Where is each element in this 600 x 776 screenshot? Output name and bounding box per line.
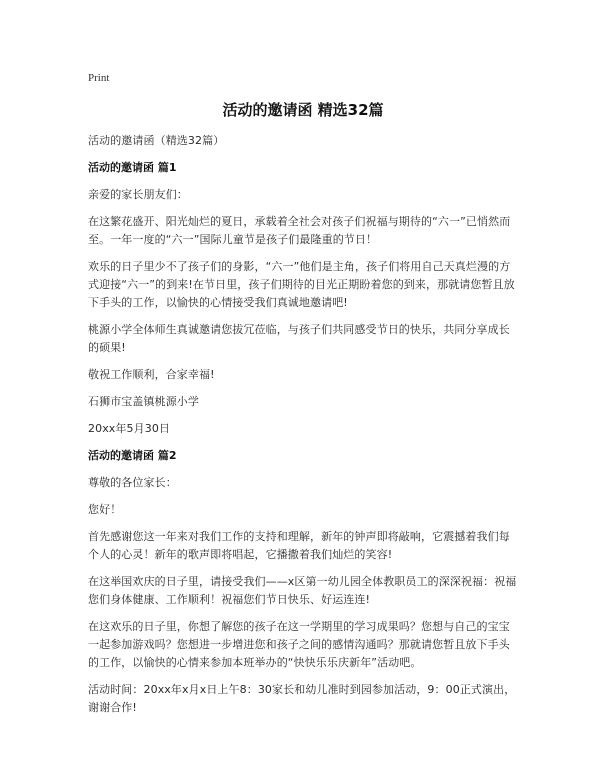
print-label: Print xyxy=(88,72,110,84)
section-heading-1: 活动的邀请函 篇1 xyxy=(88,161,177,174)
paragraph: 在这繁花盛开、阳光灿烂的夏日，承载着全社会对孩子们祝福与期待的“六一”已悄然而至。一年一度的“六一”国际儿童节是孩子们最隆重的节日！ xyxy=(88,215,511,246)
document-title: 活动的邀请函 精选32篇 xyxy=(222,101,384,119)
signature: 石狮市宝盖镇桃源小学 xyxy=(88,395,199,408)
paragraph: 首先感谢您这一年来对我们工作的支持和理解，新年的钟声即将敲响，它震撼着我们每个人的心灵！新年的歌声即将唱起，它播撒着我们灿烂的笑容! xyxy=(88,530,510,561)
date: 20xx年5月30日 xyxy=(88,422,171,435)
greeting: 亲爱的家长朋友们： xyxy=(88,188,188,201)
document-body xyxy=(88,132,518,726)
paragraph: 欢乐的日子里少不了孩子们的身影，“六一”他们是主角，孩子们将用自己天真烂漫的方式迎接“六一”的到来!在节日里，孩子们期待的目光正期盼着您的到来，那就请您暂且放下手头的工作，以愉快的心情接受我们真诚地邀请吧! xyxy=(88,260,515,309)
salutation: 您好！ xyxy=(88,503,122,516)
greeting: 尊敬的各位家长： xyxy=(88,476,177,489)
paragraph: 在这举国欢庆的日子里，请接受我们——x区第一幼儿园全体教职员工的深深祝福：祝福您们身体健康、工作顺利！祝福您们节日快乐、好运连连! xyxy=(88,575,517,606)
document-subtitle: 活动的邀请函（精选32篇） xyxy=(88,134,225,147)
paragraph: 桃源小学全体师生真诚邀请您拔冗莅临，与孩子们共同感受节日的快乐，共同分享成长的硕果! xyxy=(88,323,510,354)
paragraph: 在这欢乐的日子里，你想了解您的孩子在这一学期里的学习成果吗？您想与自己的宝宝一起参加游戏吗？您想进一步增进您和孩子之间的感情沟通吗？那就请您暂且放下手头的工作，以愉快的心情来参加本班举办的“快快乐乐庆新年”活动吧。 xyxy=(88,620,510,669)
closing-wish: 敬祝工作顺利，合家幸福! xyxy=(88,368,215,381)
section-heading-2: 活动的邀请函 篇2 xyxy=(88,449,177,462)
paragraph: 活动时间：20xx年x月x日上午8：30家长和幼儿准时到园参加活动，9：00正式演出，谢谢合作! xyxy=(88,683,516,714)
